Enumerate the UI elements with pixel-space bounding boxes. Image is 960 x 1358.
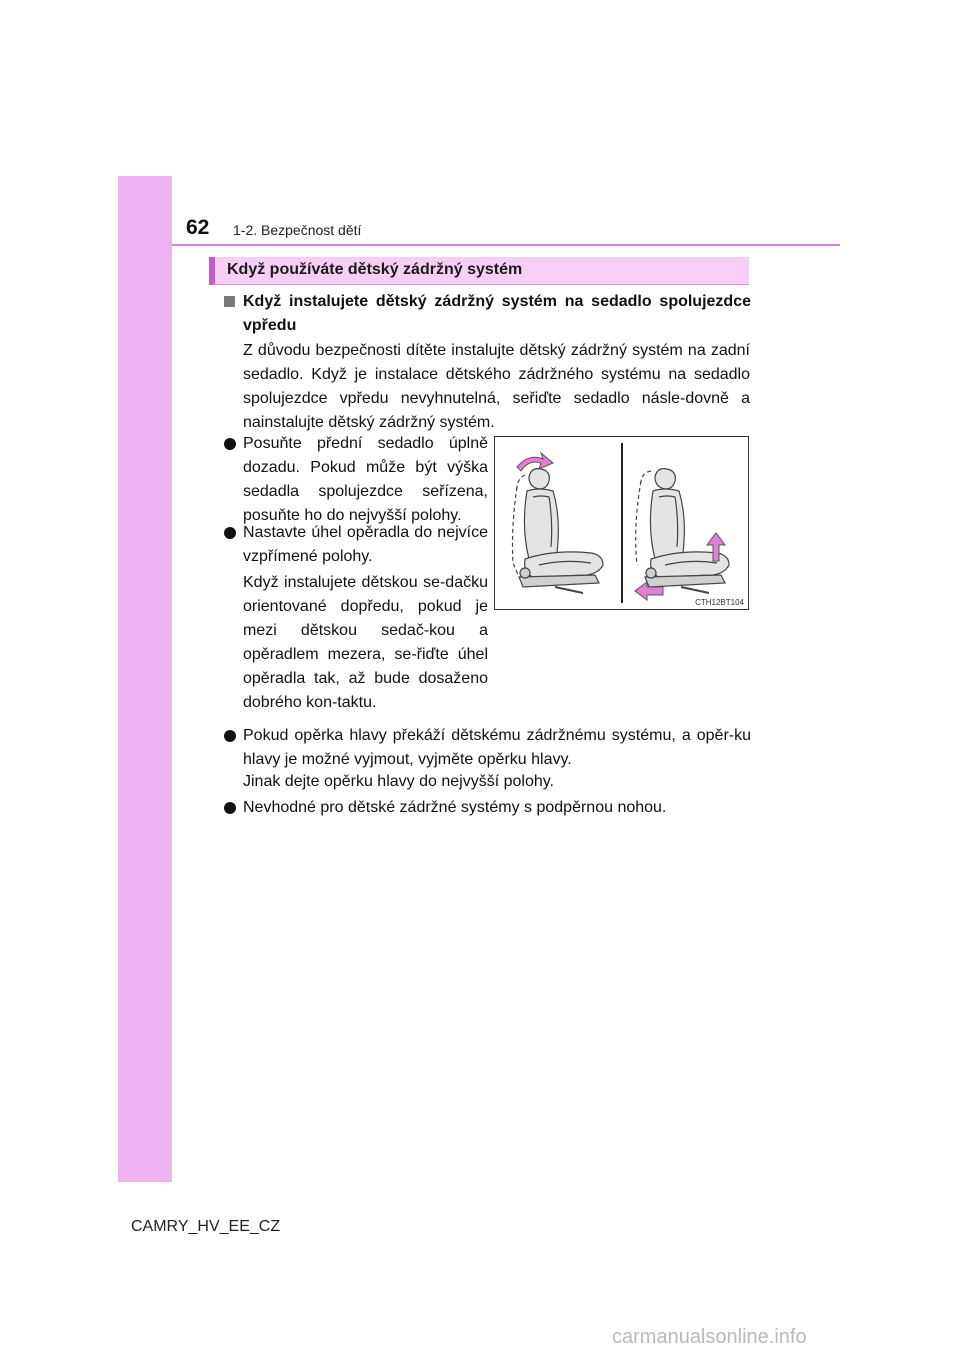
document-code-footer: CAMRY_HV_EE_CZ xyxy=(131,1218,281,1235)
bullet-dot-icon xyxy=(224,438,236,450)
page-number: 62 xyxy=(186,216,210,239)
square-bullet-icon xyxy=(224,296,235,307)
bullet-dot-icon xyxy=(224,527,236,539)
bullet-item xyxy=(224,521,488,569)
watermark: carmanualsonline.info xyxy=(612,1326,807,1348)
bullet-dot-icon xyxy=(224,802,236,814)
seat-recline-arrow-icon xyxy=(517,453,553,471)
subheading xyxy=(224,290,751,338)
section-heading xyxy=(209,257,749,285)
seat-adjustment-figure xyxy=(494,436,749,610)
bullet-item xyxy=(224,432,488,528)
subheading-text: Když instalujete dětský zádržný systém na sedadlo spolujezdce vpředu xyxy=(243,293,751,334)
bullet-text: Pokud opěrka hlavy překáží dětskému zádržnému systému, a opěr-ku hlavy je možné vyjmout, vyjměte opěrku hlavy. xyxy=(243,727,751,768)
bullet-text: Posuňte přední sedadlo úplně dozadu. Pokud může být výška sedadla spolujezdce seřízena, posuňte ho do nejvyšší polohy. xyxy=(243,435,488,524)
seat-left xyxy=(513,469,604,593)
seat-illustration xyxy=(495,437,748,609)
header-divider xyxy=(172,244,840,246)
bullet-note: Když instalujete dětskou se-dačku orientované dopředu, pokud je mezi dětskou sedač-kou a opěradlem mezera, se-řiďte úhel opěradla tak, až bude dosaženo dobrého kon-taktu. xyxy=(243,574,488,711)
bullet-text: Nevhodné pro dětské zádržné systémy s podpěrnou nohou. xyxy=(243,799,667,816)
figure-code: CTH12BT104 xyxy=(695,598,744,607)
bullet-item xyxy=(224,796,751,820)
section-title: 1-2. Bezpečnost dětí xyxy=(233,222,362,238)
side-color-strip xyxy=(118,176,172,1182)
bullet-note: Jinak dejte opěrku hlavy do nejvyšší polohy. xyxy=(243,773,554,790)
bullet-dot-icon xyxy=(224,730,236,742)
bullet-item xyxy=(224,724,751,772)
section-heading-text: Když používáte dětský zádržný systém xyxy=(227,261,523,278)
seat-right xyxy=(636,469,729,593)
bullet-text: Nastavte úhel opěradla do nejvíce vzpřímené polohy. xyxy=(243,524,488,565)
intro-paragraph: Z důvodu bezpečnosti dítěte instalujte dětský zádržný systém na zadní sedadlo. Když je instalace dětského zádržného systému na sedadlo spolujezdce vpředu nevyhnutelná, seřiďte sedadlo násle-dovně a nainstalujte dětský zádržný systém. xyxy=(243,342,750,431)
